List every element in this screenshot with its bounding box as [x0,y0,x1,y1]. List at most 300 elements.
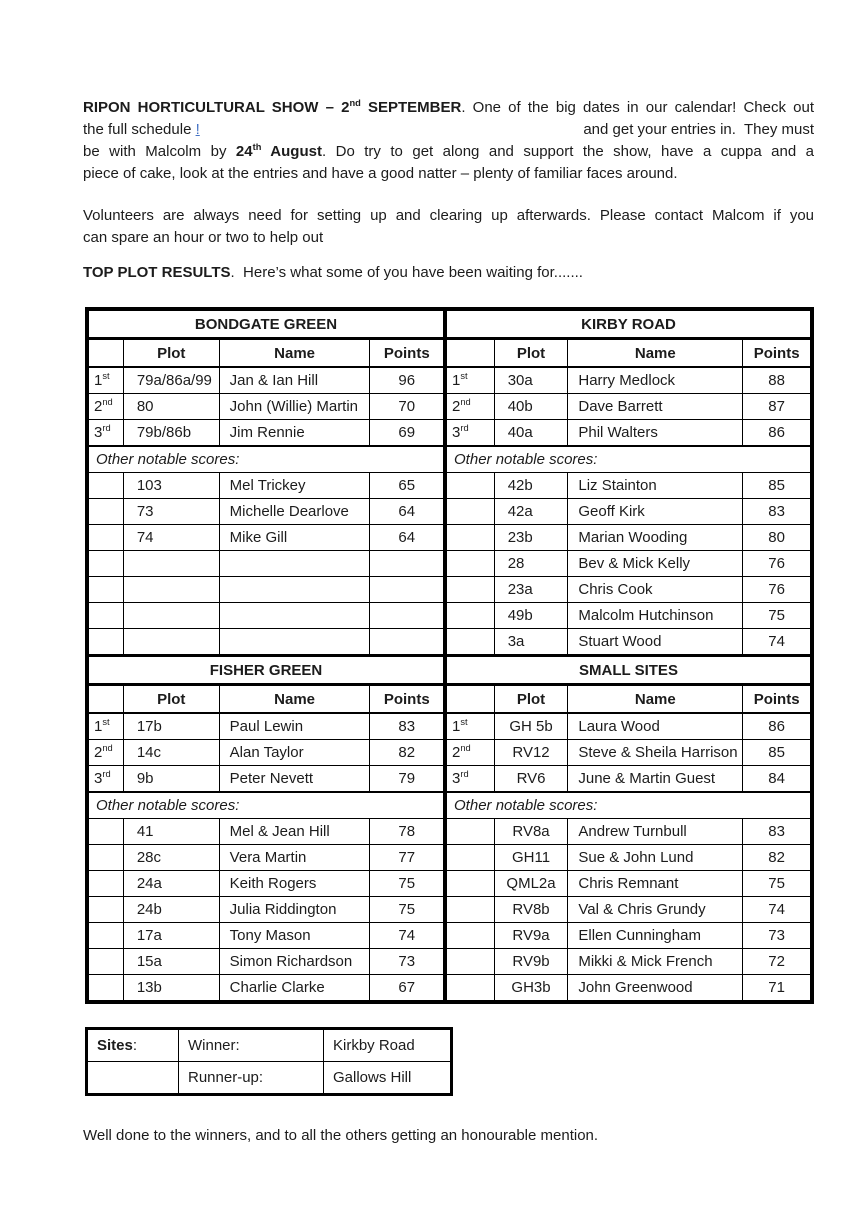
name-cell: Dave Barrett [568,394,743,420]
results-heading-line [83,262,814,284]
plot-cell: QML2a [494,871,568,897]
ranked-result-row [447,766,811,793]
rank-cell [447,551,495,577]
notable-score-row [447,499,811,525]
deadline-ordinal-superscript: th [252,142,262,152]
section-title: KIRBY ROAD [447,311,811,339]
rank-ordinal-superscript: nd [460,743,471,753]
rank-cell [89,766,124,793]
points-cell: 85 [743,473,811,499]
rank-cell [89,473,124,499]
intro-text: . One of the big dates in our calendar! Check out [461,99,815,116]
name-cell: Ellen Cunningham [568,923,743,949]
plot-cell: 23a [494,577,568,603]
points-cell: 83 [370,713,445,740]
notable-score-row [447,923,811,949]
rank-number: 1 [94,718,103,735]
notable-score-row [447,845,811,871]
volunteers-paragraph [83,205,814,249]
section-title-row [89,656,445,685]
intro-line-2 [83,119,814,141]
points-cell [370,629,445,656]
other-notable-scores-row [447,446,811,473]
rank-ordinal-superscript: nd [102,743,113,753]
notable-score-row [89,923,445,949]
points-cell: 64 [370,525,445,551]
results-heading-bold: TOP PLOT RESULTS [83,264,231,281]
rank-number: 3 [452,770,461,787]
points-cell: 78 [370,819,445,845]
sites-empty-cell [87,1062,179,1095]
volunteers-line-1: Volunteers are always need for setting up and clearing up afterwards. Please contact Malcom if you [83,207,814,224]
ranked-result-row [89,420,445,447]
name-cell: Chris Remnant [568,871,743,897]
name-cell: Vera Martin [219,845,370,871]
rank-number: 2 [452,398,461,415]
plot-cell: GH3b [494,975,568,1001]
rank-number: 1 [452,718,461,735]
name-cell: Mike Gill [219,525,370,551]
plot-cell: 79a/86a/99 [123,367,219,394]
notable-score-row [447,603,811,629]
deadline-month-bold: August [261,143,322,160]
ranked-result-row [447,713,811,740]
ranked-result-row [89,740,445,766]
points-column-header: Points [370,685,445,714]
rank-ordinal-superscript: nd [102,397,113,407]
intro-line-3 [83,141,814,163]
rank-ordinal-superscript: rd [102,423,111,433]
name-cell: Michelle Dearlove [219,499,370,525]
plot-cell: 9b [123,766,219,793]
rank-ordinal-superscript: st [460,371,468,381]
points-cell: 87 [743,394,811,420]
intro-line-1 [83,97,814,119]
rank-cell [89,525,124,551]
name-cell: Jim Rennie [219,420,370,447]
rank-number: 1 [452,372,461,389]
rank-ordinal-superscript: st [460,717,468,727]
ranked-result-row [89,367,445,394]
points-cell: 88 [743,367,811,394]
rank-cell [89,367,124,394]
points-cell [370,551,445,577]
runnerup-label-cell: Runner-up: [179,1062,324,1095]
rank-cell [447,499,495,525]
points-cell: 77 [370,845,445,871]
show-title-bold: RIPON HORTICULTURAL SHOW – 2 [83,99,350,116]
plot-cell: 30a [494,367,568,394]
volunteers-line-2: can spare an hour or two to help out [83,229,324,246]
section-title: BONDGATE GREEN [89,311,445,339]
name-cell: Keith Rogers [219,871,370,897]
schedule-text [83,119,200,141]
plot-cell: RV6 [494,766,568,793]
name-cell: Mel & Jean Hill [219,819,370,845]
rank-cell [447,845,495,871]
name-cell: Phil Walters [568,420,743,447]
notable-score-row [447,525,811,551]
notable-score-row [89,819,445,845]
other-notable-scores-row [89,446,445,473]
points-cell: 83 [743,819,811,845]
other-notable-scores-label: Other notable scores: [447,446,811,473]
notable-score-row [447,897,811,923]
deadline-text-rest: . Do try to get along and support the show, have a cuppa and a [321,143,814,160]
rank-cell [89,603,124,629]
plot-cell: 40a [494,420,568,447]
points-cell: 73 [370,949,445,975]
plot-cell: 14c [123,740,219,766]
name-cell: Charlie Clarke [219,975,370,1001]
plot-cell: RV8a [494,819,568,845]
points-cell: 73 [743,923,811,949]
ranked-result-row [89,394,445,420]
points-cell: 74 [743,629,811,656]
rank-cell [89,420,124,447]
points-cell: 75 [743,603,811,629]
name-cell: Julia Riddington [219,897,370,923]
top-plot-results-heading [83,262,814,284]
rank-cell [89,819,124,845]
name-cell: Steve & Sheila Harrison [568,740,743,766]
name-cell: Simon Richardson [219,949,370,975]
sites-label-bold: Sites [97,1037,133,1054]
name-cell: Stuart Wood [568,629,743,656]
name-cell: Liz Stainton [568,473,743,499]
plot-column-header: Plot [494,685,568,714]
rank-number: 3 [452,424,461,441]
results-table-right-half [446,310,811,1001]
name-cell: Mel Trickey [219,473,370,499]
rank-cell [89,923,124,949]
rank-cell [447,923,495,949]
rank-ordinal-superscript: st [102,717,110,727]
points-cell: 67 [370,975,445,1001]
rank-cell [89,551,124,577]
notable-score-row [447,551,811,577]
plot-cell: 41 [123,819,219,845]
column-header-row [447,685,811,714]
ranked-result-row [89,713,445,740]
points-column-header: Points [743,685,811,714]
points-cell: 64 [370,499,445,525]
rank-header-cell [89,685,124,714]
sites-label-cell [87,1029,179,1062]
notable-score-row [89,473,445,499]
plot-cell: 74 [123,525,219,551]
notable-score-row [447,871,811,897]
plot-cell [123,551,219,577]
plot-cell: 13b [123,975,219,1001]
notable-score-row [447,629,811,656]
rank-header-cell [447,339,495,368]
name-cell: Chris Cook [568,577,743,603]
notable-score-row [447,819,811,845]
name-column-header: Name [219,339,370,368]
plot-cell: 79b/86b [123,420,219,447]
rank-cell [447,975,495,1001]
points-cell: 74 [743,897,811,923]
notable-score-row [447,975,811,1001]
plot-cell [123,629,219,656]
plot-cell: 40b [494,394,568,420]
section-title-row [89,311,445,339]
name-cell: Geoff Kirk [568,499,743,525]
plot-column-header: Plot [494,339,568,368]
rank-ordinal-superscript: st [102,371,110,381]
notable-score-row [89,629,445,656]
rank-cell [447,740,495,766]
rank-number: 1 [94,372,103,389]
rank-cell [447,949,495,975]
points-cell: 82 [370,740,445,766]
rank-cell [447,603,495,629]
name-cell [219,551,370,577]
other-notable-scores-label: Other notable scores: [89,792,445,819]
name-cell [219,629,370,656]
plot-cell: GH11 [494,845,568,871]
plot-cell: 49b [494,603,568,629]
rank-cell [447,525,495,551]
schedule-link[interactable]: ! [195,121,200,138]
column-header-row [89,685,445,714]
ranked-result-row [447,420,811,447]
plot-cell: 17b [123,713,219,740]
rank-ordinal-superscript: rd [460,769,469,779]
schedule-label: the full schedule [83,121,196,138]
rank-cell [447,713,495,740]
other-notable-scores-row [89,792,445,819]
points-cell: 69 [370,420,445,447]
runnerup-value-cell: Gallows Hill [324,1062,452,1095]
plot-cell: RV8b [494,897,568,923]
rank-cell [447,577,495,603]
sites-label-colon: : [132,1037,138,1054]
name-cell: Paul Lewin [219,713,370,740]
notable-score-row [89,897,445,923]
points-cell: 71 [743,975,811,1001]
ranked-result-row [447,740,811,766]
section-title-row [447,311,811,339]
name-cell: Jan & Ian Hill [219,367,370,394]
notable-score-row [89,525,445,551]
plot-cell: 42b [494,473,568,499]
rank-cell [89,577,124,603]
points-cell: 75 [370,897,445,923]
rank-ordinal-superscript: nd [460,397,471,407]
notable-score-row [89,949,445,975]
name-cell: Marian Wooding [568,525,743,551]
rank-cell [89,713,124,740]
plot-cell: 103 [123,473,219,499]
name-cell: June & Martin Guest [568,766,743,793]
rank-cell [447,871,495,897]
name-cell: Harry Medlock [568,367,743,394]
winner-value-cell: Kirkby Road [324,1029,452,1062]
name-column-header: Name [219,685,370,714]
intro-paragraph [83,97,814,185]
rank-ordinal-superscript: rd [102,769,111,779]
plot-cell: 17a [123,923,219,949]
plot-cell: 28c [123,845,219,871]
other-notable-scores-label: Other notable scores: [447,792,811,819]
notable-score-row [89,603,445,629]
winner-label-cell: Winner: [179,1029,324,1062]
name-column-header: Name [568,339,743,368]
rank-cell [89,949,124,975]
notable-score-row [447,473,811,499]
points-cell: 75 [743,871,811,897]
points-cell [370,603,445,629]
plot-cell: 80 [123,394,219,420]
name-cell: Sue & John Lund [568,845,743,871]
ordinal-superscript: nd [349,98,361,108]
rank-cell [447,897,495,923]
rank-cell [447,473,495,499]
rank-cell [447,766,495,793]
points-cell: 86 [743,420,811,447]
rank-cell [89,845,124,871]
points-column-header: Points [743,339,811,368]
other-notable-scores-row [447,792,811,819]
plot-cell [123,577,219,603]
plot-column-header: Plot [123,339,219,368]
points-cell: 86 [743,713,811,740]
results-table [85,307,814,1004]
rank-cell [89,975,124,1001]
plot-cell: RV9a [494,923,568,949]
rank-cell [89,897,124,923]
points-cell: 82 [743,845,811,871]
name-column-header: Name [568,685,743,714]
column-header-row [89,339,445,368]
results-heading-rest: . Here’s what some of you have been waiting for....... [230,264,583,281]
deadline-text-a: be with Malcolm by [83,143,236,160]
notable-score-row [89,845,445,871]
plot-cell: 42a [494,499,568,525]
plot-cell [123,603,219,629]
name-cell: Alan Taylor [219,740,370,766]
name-cell: Bev & Mick Kelly [568,551,743,577]
rank-header-cell [89,339,124,368]
plot-column-header: Plot [123,685,219,714]
points-cell: 70 [370,394,445,420]
points-cell: 65 [370,473,445,499]
points-cell: 75 [370,871,445,897]
points-cell: 85 [743,740,811,766]
document-content [83,97,814,1147]
name-cell: Laura Wood [568,713,743,740]
column-header-row [447,339,811,368]
notable-score-row [447,577,811,603]
rank-cell [447,420,495,447]
notable-score-row [447,949,811,975]
ranked-result-row [447,367,811,394]
rank-ordinal-superscript: rd [460,423,469,433]
closing-paragraph: Well done to the winners, and to all the others getting an honourable mention. [83,1127,599,1144]
rank-cell [89,871,124,897]
plot-cell: 73 [123,499,219,525]
plot-cell: GH 5b [494,713,568,740]
section-title: SMALL SITES [447,656,811,685]
rank-number: 2 [452,744,461,761]
rank-cell [447,394,495,420]
name-cell: John Greenwood [568,975,743,1001]
name-cell: John (Willie) Martin [219,394,370,420]
sites-winner-row [87,1029,452,1062]
plot-cell: 24a [123,871,219,897]
ranked-result-row [89,766,445,793]
rank-number: 2 [94,744,103,761]
points-cell: 96 [370,367,445,394]
notable-score-row [89,577,445,603]
points-cell: 84 [743,766,811,793]
name-cell: Tony Mason [219,923,370,949]
rank-number: 3 [94,424,103,441]
name-cell: Mikki & Mick French [568,949,743,975]
points-cell: 76 [743,577,811,603]
plot-cell: 3a [494,629,568,656]
rank-cell [447,367,495,394]
plot-cell: 24b [123,897,219,923]
name-cell: Malcolm Hutchinson [568,603,743,629]
plot-cell: RV9b [494,949,568,975]
points-cell: 72 [743,949,811,975]
points-cell: 83 [743,499,811,525]
other-notable-scores-label: Other notable scores: [89,446,445,473]
rank-number: 2 [94,398,103,415]
rank-cell [447,629,495,656]
name-cell: Andrew Turnbull [568,819,743,845]
name-cell [219,577,370,603]
points-column-header: Points [370,339,445,368]
plot-cell: 15a [123,949,219,975]
section-title: FISHER GREEN [89,656,445,685]
name-cell: Val & Chris Grundy [568,897,743,923]
deadline-date-bold: 24 [235,143,253,160]
notable-score-row [89,551,445,577]
rank-header-cell [447,685,495,714]
sites-runnerup-row [87,1062,452,1095]
notable-score-row [89,499,445,525]
points-cell: 74 [370,923,445,949]
rank-cell [447,819,495,845]
show-title-bold-b: SEPTEMBER [360,99,462,116]
rank-cell [89,629,124,656]
points-cell: 80 [743,525,811,551]
rank-cell [89,740,124,766]
notable-score-row [89,975,445,1001]
points-cell: 76 [743,551,811,577]
intro-line-4: piece of cake, look at the entries and have a good natter – plenty of familiar faces around. [83,165,678,182]
plot-cell: 28 [494,551,568,577]
rank-number: 3 [94,770,103,787]
section-title-row [447,656,811,685]
points-cell [370,577,445,603]
name-cell: Peter Nevett [219,766,370,793]
rank-cell [89,394,124,420]
points-cell: 79 [370,766,445,793]
plot-cell: 23b [494,525,568,551]
entries-text: and get your entries in. They must [583,121,814,138]
plot-cell: RV12 [494,740,568,766]
sites-table [85,1027,453,1096]
results-table-left-half [88,310,446,1001]
rank-cell [89,499,124,525]
ranked-result-row [447,394,811,420]
name-cell [219,603,370,629]
